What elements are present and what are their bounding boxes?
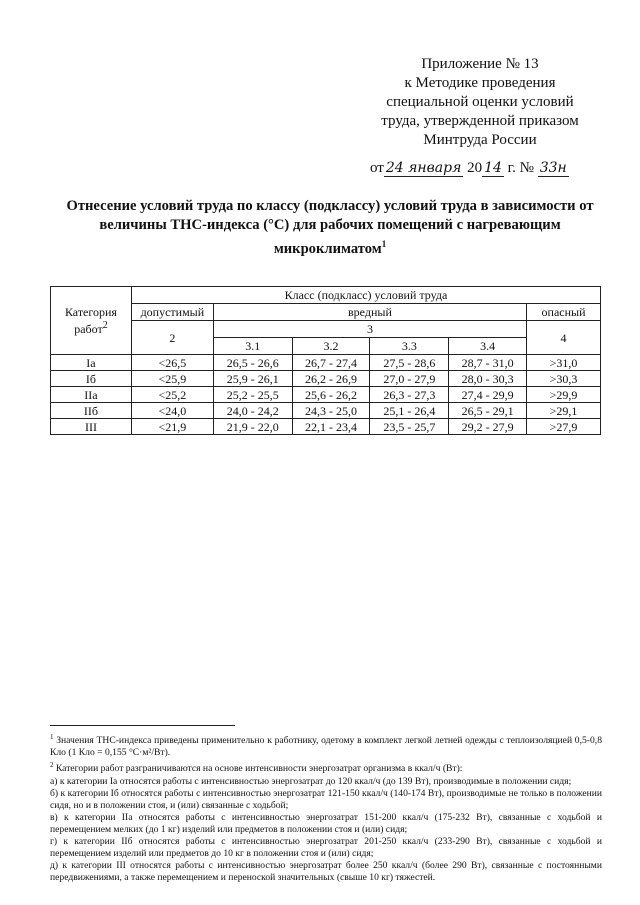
class-3-1-cell: 25,2 - 25,5 xyxy=(213,387,292,403)
class-2-cell: <21,9 xyxy=(131,419,213,435)
class-3-3-cell: 25,1 - 26,4 xyxy=(370,403,449,419)
footnote-2-item-g: г) к категории IIб относятся работы с интенсивностью энергозатрат 201-250 ккал/ч (233-290 Вт), связанные с ходьбой и перемещением изделий или предметов до 10 кг в положении стоя и (или) сидя; xyxy=(50,836,602,860)
footnote-1-text: Значения ТНС-индекса приведены применительно к работнику, одетому в комплект легкой летней одежды с теплоизоляцией 0,5-0,8 Кло (1 Кло = 0,155 °С·м²/Вт). xyxy=(50,735,602,759)
footnote-1 xyxy=(50,731,602,759)
harmful-header: вредный xyxy=(213,304,526,321)
class-2-cell: <25,2 xyxy=(131,387,213,403)
class-3-4-cell: 29,2 - 27,9 xyxy=(449,419,527,435)
class-3-2-cell: 26,7 - 27,4 xyxy=(292,355,370,371)
class-3-4-cell: 28,7 - 31,0 xyxy=(449,355,527,371)
order-prefix: от xyxy=(370,160,384,176)
category-cell: Ia xyxy=(51,355,132,371)
class-2-cell: <25,9 xyxy=(131,371,213,387)
allowable-header: допустимый xyxy=(131,304,213,321)
footnote-2-mark: 2 xyxy=(50,761,54,770)
order-date-handwritten: 24 января xyxy=(385,160,462,176)
class-3-1-cell: 25,9 - 26,1 xyxy=(213,371,292,387)
class-3-4-cell: 26,5 - 29,1 xyxy=(449,403,527,419)
class-3-1-cell: 24,0 - 24,2 xyxy=(213,403,292,419)
class-3-2-cell: 24,3 - 25,0 xyxy=(292,403,370,419)
class-4-cell: >29,9 xyxy=(527,387,601,403)
class-4-cell: >31,0 xyxy=(527,355,601,371)
class-4-cell: >30,3 xyxy=(527,371,601,387)
title-text: Отнесение условий труда по классу (подклассу) условий труда в зависимости от величины ТНС-индекса (°С) для рабочих помещений с нагревающим микроклиматом xyxy=(66,198,594,257)
category-cell: IIa xyxy=(51,387,132,403)
category-header-label: Категория работ xyxy=(64,305,117,336)
footnotes xyxy=(50,731,602,885)
order-year-label: г. № xyxy=(507,160,534,176)
class-3-3-cell: 26,3 - 27,3 xyxy=(370,387,449,403)
class-3-header: 3 xyxy=(213,321,526,338)
class-2-cell: <26,5 xyxy=(131,355,213,371)
class-header: Класс (подкласс) условий труда xyxy=(131,287,600,304)
footnote-2-item-d: д) к категории III относятся работы с интенсивностью энергозатрат более 250 ккал/ч (более 290 Вт), связанные с постоянными передвижениями, а также перемещением и переноской значительных (свыше 10 кг) тяжестей. xyxy=(50,860,602,884)
class-3-2-cell: 22,1 - 23,4 xyxy=(292,419,370,435)
subclass-3-3-header: 3.3 xyxy=(370,338,449,355)
class-3-4-cell: 28,0 - 30,3 xyxy=(449,371,527,387)
category-footnote-mark: 2 xyxy=(102,320,108,331)
class-3-1-cell: 21,9 - 22,0 xyxy=(213,419,292,435)
subclass-3-4-header: 3.4 xyxy=(449,338,527,355)
appendix-line-3: специальной оценки условий xyxy=(386,94,574,110)
appendix-line-4: труда, утвержденной приказом xyxy=(381,113,579,129)
footnote-2-item-v: в) к категории IIa относятся работы с интенсивностью энергозатрат 151-200 ккал/ч (175-232 Вт), связанные с ходьбой и перемещением мелких (до 1 кг) изделий или предметов в положении стоя и (или) сидя; xyxy=(50,811,602,836)
appendix-line-2: к Методике проведения xyxy=(404,75,556,91)
class-4-header: 4 xyxy=(527,321,601,355)
appendix-line-5: Минтруда России xyxy=(423,132,537,148)
working-conditions-table xyxy=(50,286,601,435)
class-2-cell: <24,0 xyxy=(131,403,213,419)
class-2-header: 2 xyxy=(131,321,213,355)
footnote-divider xyxy=(50,725,235,726)
subclass-3-2-header: 3.2 xyxy=(292,338,370,355)
class-3-2-cell: 25,6 - 26,2 xyxy=(292,387,370,403)
class-4-cell: >29,1 xyxy=(527,403,601,419)
footnote-1-mark: 1 xyxy=(50,733,54,741)
footnote-2-item-b: б) к категории Iб относятся работы с интенсивностью энергозатрат 121-150 ккал/ч (140-174 Вт), производимые не только в положении сидя, но и в положении стоя, и (или) связанные с ходьбой; xyxy=(50,787,602,811)
order-reference xyxy=(370,160,569,177)
category-cell: IIб xyxy=(51,403,132,419)
class-3-4-cell: 27,4 - 29,9 xyxy=(449,387,527,403)
category-cell: Iб xyxy=(51,371,132,387)
class-3-3-cell: 27,5 - 28,6 xyxy=(370,355,449,371)
order-number-handwritten: 33н xyxy=(539,160,567,176)
class-3-3-cell: 27,0 - 27,9 xyxy=(370,371,449,387)
order-year-handwritten: 14 xyxy=(484,160,502,176)
footnote-2-text: Категории работ разграничиваются на основе интенсивности энергозатрат организма в ккал/ч (Вт): xyxy=(55,763,463,775)
appendix-line-1: Приложение № 13 xyxy=(421,56,539,72)
category-header xyxy=(51,287,132,355)
order-year-prefix: 20 xyxy=(467,160,483,176)
table-row xyxy=(51,371,601,387)
category-cell: III xyxy=(51,419,132,435)
table-row xyxy=(51,403,601,419)
title-footnote-mark: 1 xyxy=(381,239,387,249)
dangerous-header: опасный xyxy=(527,304,601,321)
table-row xyxy=(51,419,601,435)
class-4-cell: >27,9 xyxy=(527,419,601,435)
document-title xyxy=(50,197,610,259)
class-3-2-cell: 26,2 - 26,9 xyxy=(292,371,370,387)
subclass-3-1-header: 3.1 xyxy=(213,338,292,355)
appendix-header xyxy=(360,55,600,150)
table-row xyxy=(51,355,601,371)
footnote-2-item-a: а) к категории Ia относятся работы с интенсивностью энергозатрат до 120 ккал/ч (до 139 Вт), производимые в положении сидя; xyxy=(50,775,572,787)
table-row xyxy=(51,387,601,403)
class-3-1-cell: 26,5 - 26,6 xyxy=(213,355,292,371)
footnote-2 xyxy=(50,759,602,775)
class-3-3-cell: 23,5 - 25,7 xyxy=(370,419,449,435)
